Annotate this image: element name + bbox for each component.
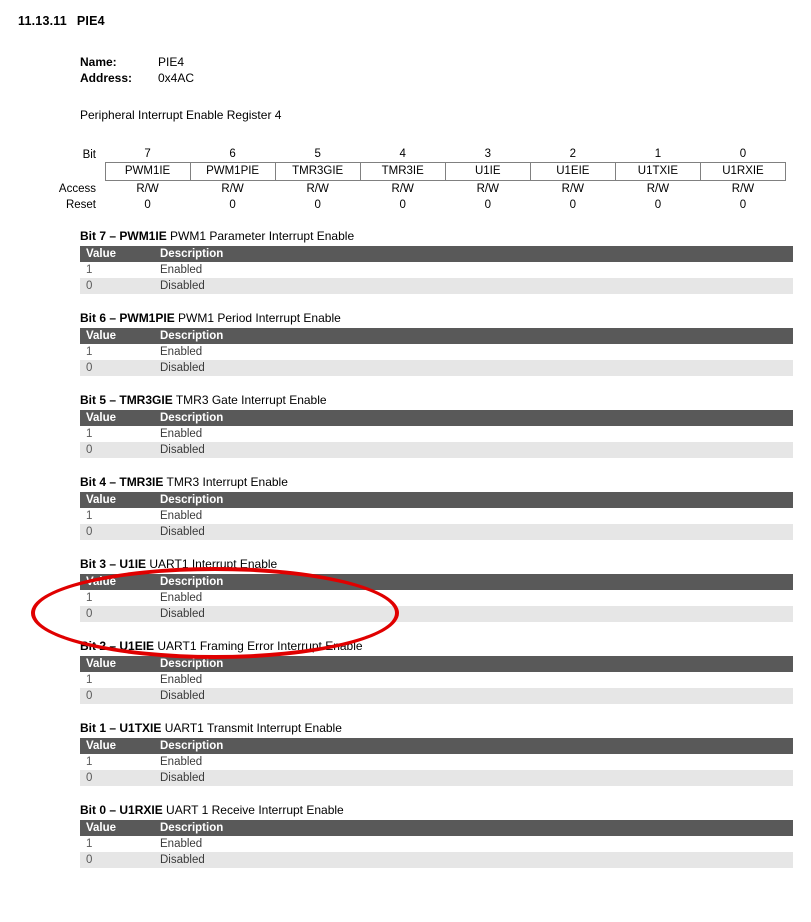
bit-block-title (80, 803, 793, 817)
cell-description: Disabled (154, 278, 793, 294)
column-header-description: Description (154, 820, 793, 836)
bit-access: R/W (136, 183, 159, 195)
bit-block-rest: UART1 Transmit Interrupt Enable (161, 721, 342, 735)
column-header-description: Description (154, 410, 793, 426)
cell-value: 1 (80, 754, 154, 770)
cell-description: Enabled (154, 426, 793, 442)
column-header-description: Description (154, 246, 793, 262)
name-label: Name: (80, 55, 117, 69)
table-header-row (80, 820, 793, 836)
bit-access: R/W (731, 183, 755, 195)
cell-description: Disabled (154, 606, 793, 622)
cell-description: Disabled (154, 360, 793, 376)
bit-block-rest: UART 1 Receive Interrupt Enable (162, 803, 344, 817)
bit-block-name: TMR3IE (119, 475, 164, 489)
table-row (80, 754, 793, 770)
register-description: Peripheral Interrupt Enable Register 4 (80, 108, 282, 122)
column-header-value: Value (80, 738, 154, 754)
document-page (0, 14, 811, 922)
cell-description: Enabled (154, 672, 793, 688)
bit-reset: 0 (484, 199, 491, 211)
register-table (34, 142, 786, 213)
bit-block-name: PWM1PIE (119, 311, 175, 325)
cell-description: Enabled (154, 836, 793, 852)
bit-reset: 0 (569, 199, 577, 211)
bit-number: 6 (229, 148, 236, 160)
table-row (80, 442, 793, 458)
bit-value-table (80, 656, 793, 704)
bit-field-name: PWM1IE (105, 163, 190, 181)
table-row (80, 770, 793, 786)
cell-value: 0 (80, 524, 154, 540)
table-row (80, 606, 793, 622)
bit-block (80, 639, 793, 704)
cell-value: 1 (80, 672, 154, 688)
bit-block-lead: Bit 6 – (80, 311, 120, 325)
row-label-bit: Bit (82, 148, 96, 161)
bit-number: 2 (569, 148, 577, 160)
cell-description: Disabled (154, 688, 793, 704)
bit-block (80, 311, 793, 376)
bit-reset: 0 (144, 199, 151, 211)
row-label-reset: Reset (65, 199, 96, 211)
cell-description: Enabled (154, 508, 793, 524)
table-header-row (80, 574, 793, 590)
bit-value-table (80, 574, 793, 622)
bit-block-title (80, 639, 793, 653)
bit-block (80, 475, 793, 540)
cell-value: 1 (80, 508, 154, 524)
register-row-fields (34, 163, 786, 181)
cell-value: 1 (80, 590, 154, 606)
bit-block-lead: Bit 5 – (80, 393, 120, 407)
cell-value: 0 (80, 606, 154, 622)
bit-block-rest: TMR3 Gate Interrupt Enable (172, 393, 327, 407)
cell-value: 1 (80, 262, 154, 278)
bit-block-rest: UART1 Framing Error Interrupt Enable (154, 639, 363, 653)
table-header-row (80, 738, 793, 754)
section-number: 11.13.11 (18, 14, 67, 28)
bit-block-title (80, 721, 793, 735)
table-row (80, 360, 793, 376)
bit-block-name: U1IE (119, 557, 147, 571)
bit-reset: 0 (314, 199, 321, 211)
bit-block (80, 393, 793, 458)
bit-access: R/W (476, 183, 499, 195)
column-header-value: Value (80, 410, 154, 426)
bit-block-name: U1TXIE (119, 721, 162, 735)
column-header-description: Description (154, 656, 793, 672)
table-row (80, 836, 793, 852)
bit-block-name: TMR3GIE (119, 393, 173, 407)
table-row (80, 278, 793, 294)
cell-description: Disabled (154, 770, 793, 786)
table-header-row (80, 492, 793, 508)
table-row (80, 344, 793, 360)
row-label-access: Access (58, 182, 96, 195)
bit-field-name: TMR3GIE (275, 163, 360, 181)
register-meta (80, 54, 811, 86)
table-row (80, 524, 793, 540)
bit-block-lead: Bit 7 – (80, 229, 120, 243)
bit-field-name: TMR3IE (360, 163, 445, 181)
cell-value: 0 (80, 360, 154, 376)
bit-field-name: U1RXIE (700, 163, 785, 181)
bit-block (80, 721, 793, 786)
bit-block-lead: Bit 1 – (80, 721, 120, 735)
bit-field-name: U1EIE (530, 163, 615, 181)
cell-value: 0 (80, 278, 154, 294)
bit-block-name: U1RXIE (119, 803, 163, 817)
cell-description: Enabled (154, 262, 793, 278)
bit-block-rest: TMR3 Interrupt Enable (163, 475, 288, 489)
column-header-description: Description (154, 328, 793, 344)
table-header-row (80, 410, 793, 426)
address-value: 0x4AC (158, 71, 195, 85)
table-row (80, 426, 793, 442)
bit-block-lead: Bit 3 – (80, 557, 120, 571)
bit-block-title (80, 475, 793, 489)
bit-access: R/W (561, 183, 585, 195)
bit-number: 1 (654, 148, 662, 160)
bit-access: R/W (306, 183, 329, 195)
column-header-description: Description (154, 738, 793, 754)
bit-number: 5 (314, 148, 321, 160)
cell-description: Disabled (154, 442, 793, 458)
bit-access: R/W (646, 183, 670, 195)
column-header-value: Value (80, 492, 154, 508)
cell-description: Enabled (154, 754, 793, 770)
column-header-value: Value (80, 328, 154, 344)
bit-block-title (80, 229, 793, 243)
page-title (18, 14, 811, 28)
table-row (80, 262, 793, 278)
table-row (80, 688, 793, 704)
bit-block-name: PWM1IE (119, 229, 167, 243)
bit-reset: 0 (739, 199, 747, 211)
table-header-row (80, 246, 793, 262)
bit-reset: 0 (399, 199, 406, 211)
cell-value: 1 (80, 344, 154, 360)
column-header-value: Value (80, 574, 154, 590)
address-label: Address: (80, 71, 133, 85)
bit-number: 0 (739, 148, 747, 160)
table-row (80, 672, 793, 688)
column-header-value: Value (80, 820, 154, 836)
bit-value-table (80, 410, 793, 458)
column-header-value: Value (80, 656, 154, 672)
name-value: PIE4 (158, 55, 185, 69)
bit-block-lead: Bit 2 – (80, 639, 120, 653)
bit-block-rest: PWM1 Period Interrupt Enable (174, 311, 341, 325)
cell-value: 1 (80, 426, 154, 442)
cell-description: Disabled (154, 852, 793, 868)
bit-field-name: U1TXIE (615, 163, 700, 181)
table-header-row (80, 328, 793, 344)
bit-value-table (80, 492, 793, 540)
cell-value: 0 (80, 852, 154, 868)
bit-field-name: U1IE (445, 163, 530, 181)
bit-value-table (80, 820, 793, 868)
bit-block (80, 229, 793, 294)
register-row-access (34, 181, 786, 198)
bit-block (80, 803, 793, 868)
bit-reset: 0 (654, 199, 662, 211)
meta-row-address (80, 70, 811, 86)
cell-value: 0 (80, 688, 154, 704)
bit-value-table (80, 246, 793, 294)
bit-block-rest: UART1 Interrupt Enable (146, 557, 278, 571)
cell-description: Enabled (154, 344, 793, 360)
bit-number: 3 (484, 148, 491, 160)
register-bitmap (0, 142, 811, 213)
bit-block-lead: Bit 0 – (80, 803, 120, 817)
bit-access: R/W (221, 183, 244, 195)
bit-block-name: U1EIE (119, 639, 155, 653)
cell-description: Disabled (154, 524, 793, 540)
bit-reset: 0 (229, 199, 236, 211)
column-header-value: Value (80, 246, 154, 262)
cell-value: 0 (80, 770, 154, 786)
row-label-empty (34, 163, 105, 181)
register-row-reset (34, 197, 786, 213)
bit-field-name: PWM1PIE (190, 163, 275, 181)
bit-block-title (80, 557, 793, 571)
bit-block-rest: PWM1 Parameter Interrupt Enable (166, 229, 355, 243)
table-row (80, 508, 793, 524)
table-row (80, 852, 793, 868)
bit-block-title (80, 393, 793, 407)
bit-value-table (80, 328, 793, 376)
bit-value-table (80, 738, 793, 786)
bit-access: R/W (391, 183, 414, 195)
meta-row-name (80, 54, 811, 70)
column-header-description: Description (154, 492, 793, 508)
section-title: PIE4 (76, 14, 105, 28)
table-row (80, 590, 793, 606)
bit-number: 4 (399, 148, 406, 160)
bit-number: 7 (144, 148, 151, 160)
cell-description: Enabled (154, 590, 793, 606)
register-row-bit (34, 142, 786, 163)
table-header-row (80, 656, 793, 672)
cell-value: 1 (80, 836, 154, 852)
cell-value: 0 (80, 442, 154, 458)
bit-block-title (80, 311, 793, 325)
column-header-description: Description (154, 574, 793, 590)
bit-block-lead: Bit 4 – (80, 475, 120, 489)
bit-block-highlighted (80, 557, 793, 622)
bit-description-list (0, 229, 811, 868)
